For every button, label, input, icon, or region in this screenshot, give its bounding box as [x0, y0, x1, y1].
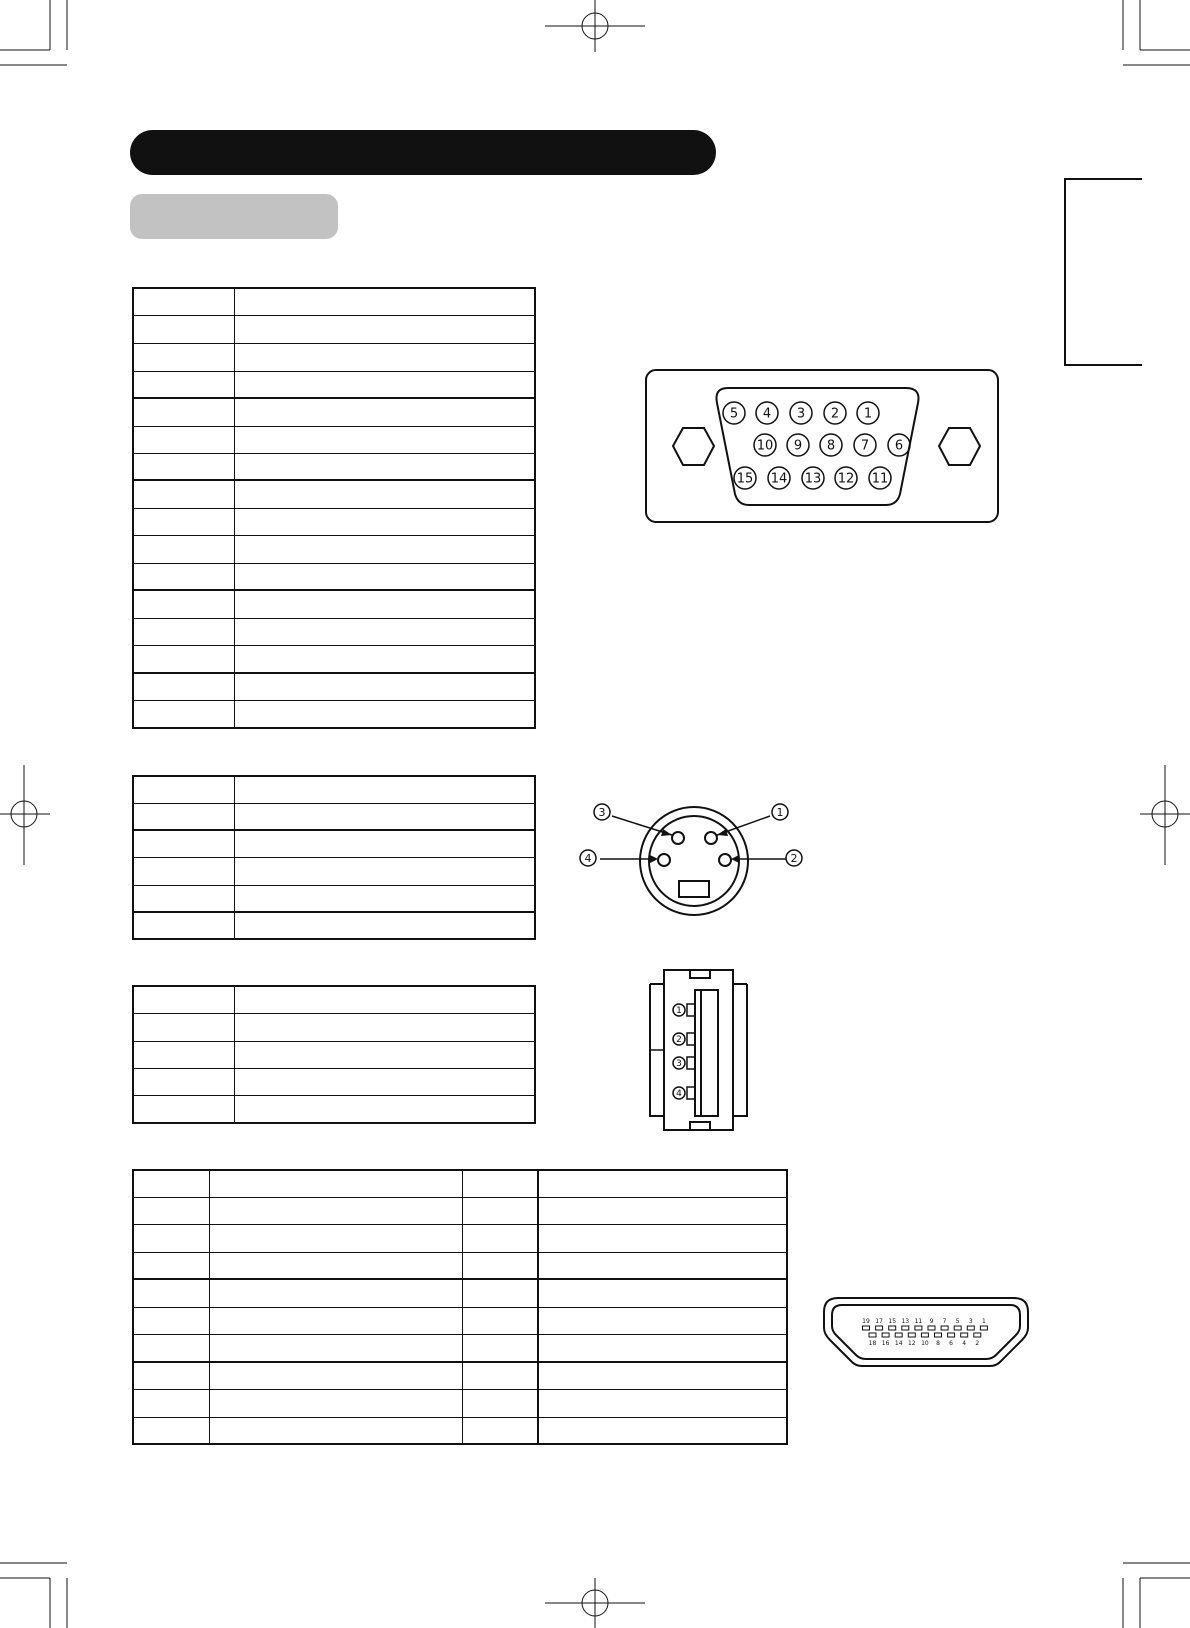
hdmi-pin-contact-19	[863, 1326, 870, 1330]
hdmi-pin-label-16: 16	[881, 1340, 890, 1347]
svideo-pin-4: 4	[584, 851, 592, 865]
hdmi-pin-label-2: 2	[975, 1340, 980, 1347]
vga-pin-3: 3	[796, 406, 806, 422]
hdmi-pin-label-4: 4	[962, 1340, 967, 1347]
vga-pin-2: 2	[830, 406, 840, 422]
hdmi-pin-contact-15	[889, 1326, 896, 1330]
hdmi-pin-contact-13	[902, 1326, 909, 1330]
vga-pin-13: 13	[804, 471, 822, 487]
hdmi-pin-contact-4	[961, 1333, 968, 1337]
hdmi-pin-contact-10	[921, 1333, 928, 1337]
hdmi-pin-label-18: 18	[868, 1340, 877, 1347]
hdmi-pin-label-19: 19	[862, 1318, 870, 1325]
hdmi-pin-contact-12	[908, 1333, 915, 1337]
svideo-pin-3: 3	[598, 805, 606, 819]
hdmi-pin-contact-3	[967, 1326, 974, 1330]
vga-pin-14: 14	[770, 471, 788, 487]
svideo-pin-1: 1	[776, 805, 784, 819]
vga-pin-1: 1	[863, 406, 873, 422]
hdmi-pin-label-10: 10	[921, 1340, 929, 1347]
vga-pin-7: 7	[860, 438, 870, 454]
vga-pin-4: 4	[762, 406, 772, 422]
usb-pin-2: 2	[676, 1035, 682, 1046]
svideo-pin-2: 2	[790, 851, 798, 865]
vga-pin-12: 12	[837, 471, 855, 487]
hdmi-pin-contact-5	[954, 1326, 961, 1330]
hdmi-pin-contact-1	[980, 1326, 987, 1330]
usb-pin-3: 3	[676, 1059, 682, 1070]
usb-pin-1: 1	[676, 1006, 682, 1017]
hdmi-pin-contact-14	[895, 1333, 902, 1337]
hdmi-pin-label-6: 6	[949, 1340, 954, 1347]
hdmi-pin-contact-16	[882, 1333, 889, 1337]
usb-pin-4: 4	[676, 1089, 682, 1100]
vga-pin-11: 11	[871, 471, 889, 487]
hdmi-pin-contact-2	[974, 1333, 981, 1337]
hdmi-pin-labels	[862, 1318, 987, 1347]
hdmi-pin-contact-9	[928, 1326, 935, 1330]
hdmi-pin-contact-8	[935, 1333, 942, 1337]
vga-pin-9: 9	[793, 438, 803, 454]
hdmi-pin-contact-7	[941, 1326, 948, 1330]
hdmi-pin-label-3: 3	[968, 1318, 973, 1325]
vga-pin-15: 15	[736, 471, 754, 487]
vga-pin-5: 5	[729, 406, 739, 422]
hdmi-pin-contact-17	[876, 1326, 883, 1330]
hdmi-pin-label-8: 8	[936, 1340, 940, 1347]
hdmi-pin-label-13: 13	[901, 1318, 910, 1325]
hdmi-pin-label-7: 7	[942, 1318, 947, 1325]
hdmi-pin-contact-6	[948, 1333, 955, 1337]
hdmi-pin-label-17: 17	[875, 1318, 883, 1325]
vga-pin-6: 6	[894, 438, 904, 454]
vga-pin-10: 10	[756, 438, 774, 454]
hdmi-pin-contact-18	[869, 1333, 876, 1337]
hdmi-pin-label-12: 12	[907, 1340, 916, 1347]
hdmi-pin-label-11: 11	[914, 1318, 923, 1325]
vga-pin-8: 8	[826, 438, 836, 454]
hdmi-pin-label-5: 5	[955, 1318, 960, 1325]
hdmi-pin-label-9: 9	[929, 1318, 934, 1325]
hdmi-pin-label-14: 14	[894, 1340, 903, 1347]
hdmi-pin-contact-11	[915, 1326, 922, 1330]
hdmi-pin-label-15: 15	[888, 1318, 897, 1325]
hdmi-pin-label-1: 1	[981, 1318, 986, 1325]
